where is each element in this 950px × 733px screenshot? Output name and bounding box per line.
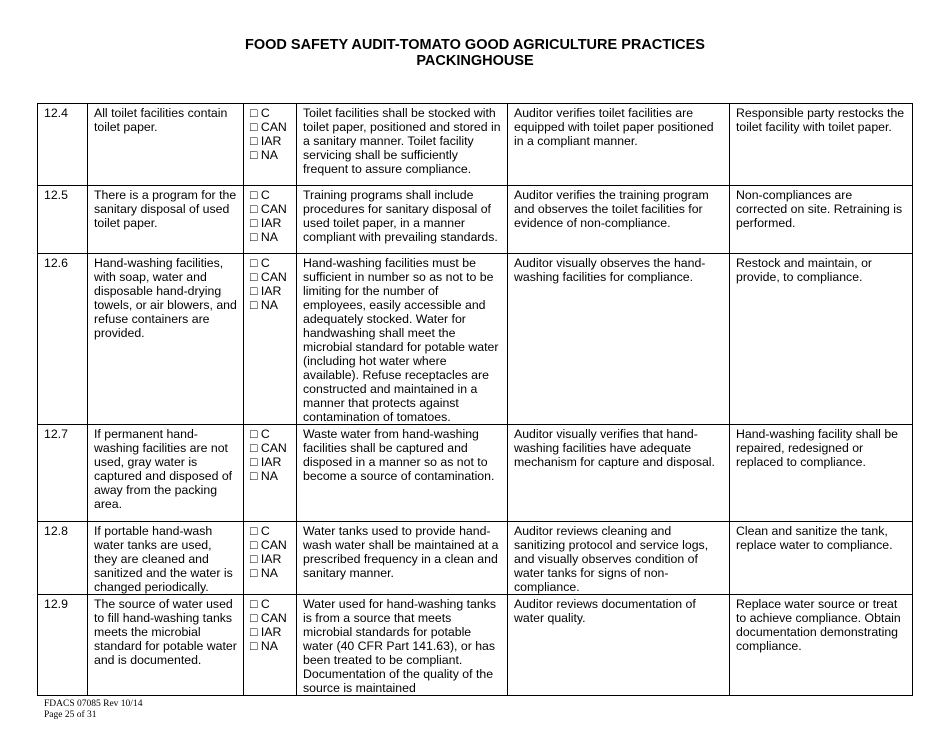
verification-cell: Auditor reviews documentation of water quality. [508,595,730,696]
status-options [244,104,297,186]
compliance-cell: Toilet facilities shall be stocked with toilet paper, positioned and stored in a sanitary manner. Toilet facility servicing shall be sufficiently frequent to assure compliance. [297,104,508,186]
table-row [38,522,913,595]
option-c-checkbox[interactable]: □ C [250,427,270,441]
option-c-checkbox[interactable]: □ C [250,597,270,611]
option-can-checkbox[interactable]: □ CAN [250,611,287,625]
option-na-checkbox[interactable]: □ NA [250,469,278,483]
status-options [244,254,297,425]
item-number: 12.6 [38,254,88,425]
verification-cell: Auditor verifies toilet facilities are equipped with toilet paper positioned in a compliant manner. [508,104,730,186]
verification-cell: Auditor verifies the training program and observes the toilet facilities for evidence of non-compliance. [508,186,730,254]
option-can-checkbox[interactable]: □ CAN [250,538,287,552]
option-iar-checkbox[interactable]: □ IAR [250,284,282,298]
page-footer [44,699,142,721]
status-options [244,595,297,696]
verification-cell: Auditor visually verifies that hand-washing facilities have adequate mechanism for capture and disposal. [508,425,730,522]
verification-cell: Auditor reviews cleaning and sanitizing protocol and service logs, and visually observes condition of water tanks for signs of non-compliance. [508,522,730,595]
option-can-checkbox[interactable]: □ CAN [250,441,287,455]
table-row [38,595,913,696]
option-iar-checkbox[interactable]: □ IAR [250,552,282,566]
corrective-action-cell: Clean and sanitize the tank, replace water to compliance. [730,522,913,595]
page-title [0,37,950,69]
corrective-action-cell: Non-compliances are corrected on site. Retraining is performed. [730,186,913,254]
corrective-action-cell: Hand-washing facility shall be repaired, redesigned or replaced to compliance. [730,425,913,522]
item-number: 12.8 [38,522,88,595]
title-line-1: FOOD SAFETY AUDIT-TOMATO GOOD AGRICULTURE PRACTICES [245,37,705,53]
option-can-checkbox[interactable]: □ CAN [250,202,287,216]
option-c-checkbox[interactable]: □ C [250,106,270,120]
item-number: 12.9 [38,595,88,696]
requirement-cell: If permanent hand-washing facilities are not used, gray water is captured and disposed of away from the packing area. [88,425,244,522]
compliance-cell: Training programs shall include procedures for sanitary disposal of used toilet paper, in a manner compliant with prevailing standards. [297,186,508,254]
corrective-action-cell: Restock and maintain, or provide, to compliance. [730,254,913,425]
option-na-checkbox[interactable]: □ NA [250,298,278,312]
compliance-cell: Water tanks used to provide hand-wash water shall be maintained at a prescribed frequency in a clean and sanitary manner. [297,522,508,595]
option-iar-checkbox[interactable]: □ IAR [250,134,282,148]
compliance-cell: Hand-washing facilities must be sufficient in number so as not to be limiting for the number of employees, easily accessible and adequately stocked. Water for handwashing shall meet the microbial standard for potable water (including hot water where available). Refuse receptacles are constructed and maintained in a manner that protects against contamination of tomatoes. [297,254,508,425]
option-iar-checkbox[interactable]: □ IAR [250,216,282,230]
option-na-checkbox[interactable]: □ NA [250,230,278,244]
item-number: 12.5 [38,186,88,254]
option-c-checkbox[interactable]: □ C [250,188,270,202]
option-can-checkbox[interactable]: □ CAN [250,270,287,284]
requirement-cell: There is a program for the sanitary disposal of used toilet paper. [88,186,244,254]
status-options [244,522,297,595]
table-row [38,186,913,254]
option-iar-checkbox[interactable]: □ IAR [250,625,282,639]
table-row [38,104,913,186]
table-row [38,254,913,425]
status-options [244,425,297,522]
audit-table-body [38,104,913,696]
requirement-cell: Hand-washing facilities, with soap, water and disposable hand-drying towels, or air blowers, and refuse containers are provided. [88,254,244,425]
option-na-checkbox[interactable]: □ NA [250,639,278,653]
item-number: 12.7 [38,425,88,522]
audit-table [37,103,913,696]
option-can-checkbox[interactable]: □ CAN [250,120,287,134]
option-c-checkbox[interactable]: □ C [250,524,270,538]
requirement-cell: If portable hand-wash water tanks are used, they are cleaned and sanitized and the water is changed periodically. [88,522,244,595]
requirement-cell: The source of water used to fill hand-washing tanks meets the microbial standard for potable water and is documented. [88,595,244,696]
status-options [244,186,297,254]
page-number: Page 25 of 31 [44,710,97,720]
corrective-action-cell: Responsible party restocks the toilet facility with toilet paper. [730,104,913,186]
table-row [38,425,913,522]
compliance-cell: Waste water from hand-washing facilities shall be captured and disposed in a manner so as not to become a source of contamination. [297,425,508,522]
option-iar-checkbox[interactable]: □ IAR [250,455,282,469]
requirement-cell: All toilet facilities contain toilet paper. [88,104,244,186]
option-na-checkbox[interactable]: □ NA [250,566,278,580]
title-line-2: PACKINGHOUSE [416,53,534,69]
option-c-checkbox[interactable]: □ C [250,256,270,270]
form-id: FDACS 07085 Rev 10/14 [44,699,143,709]
corrective-action-cell: Replace water source or treat to achieve compliance. Obtain documentation demonstrating compliance. [730,595,913,696]
verification-cell: Auditor visually observes the hand-washing facilities for compliance. [508,254,730,425]
item-number: 12.4 [38,104,88,186]
compliance-cell: Water used for hand-washing tanks is from a source that meets microbial standards for potable water (40 CFR Part 141.63), or has been treated to be compliant. Documentation of the quality of the source is maintained [297,595,508,696]
option-na-checkbox[interactable]: □ NA [250,148,278,162]
